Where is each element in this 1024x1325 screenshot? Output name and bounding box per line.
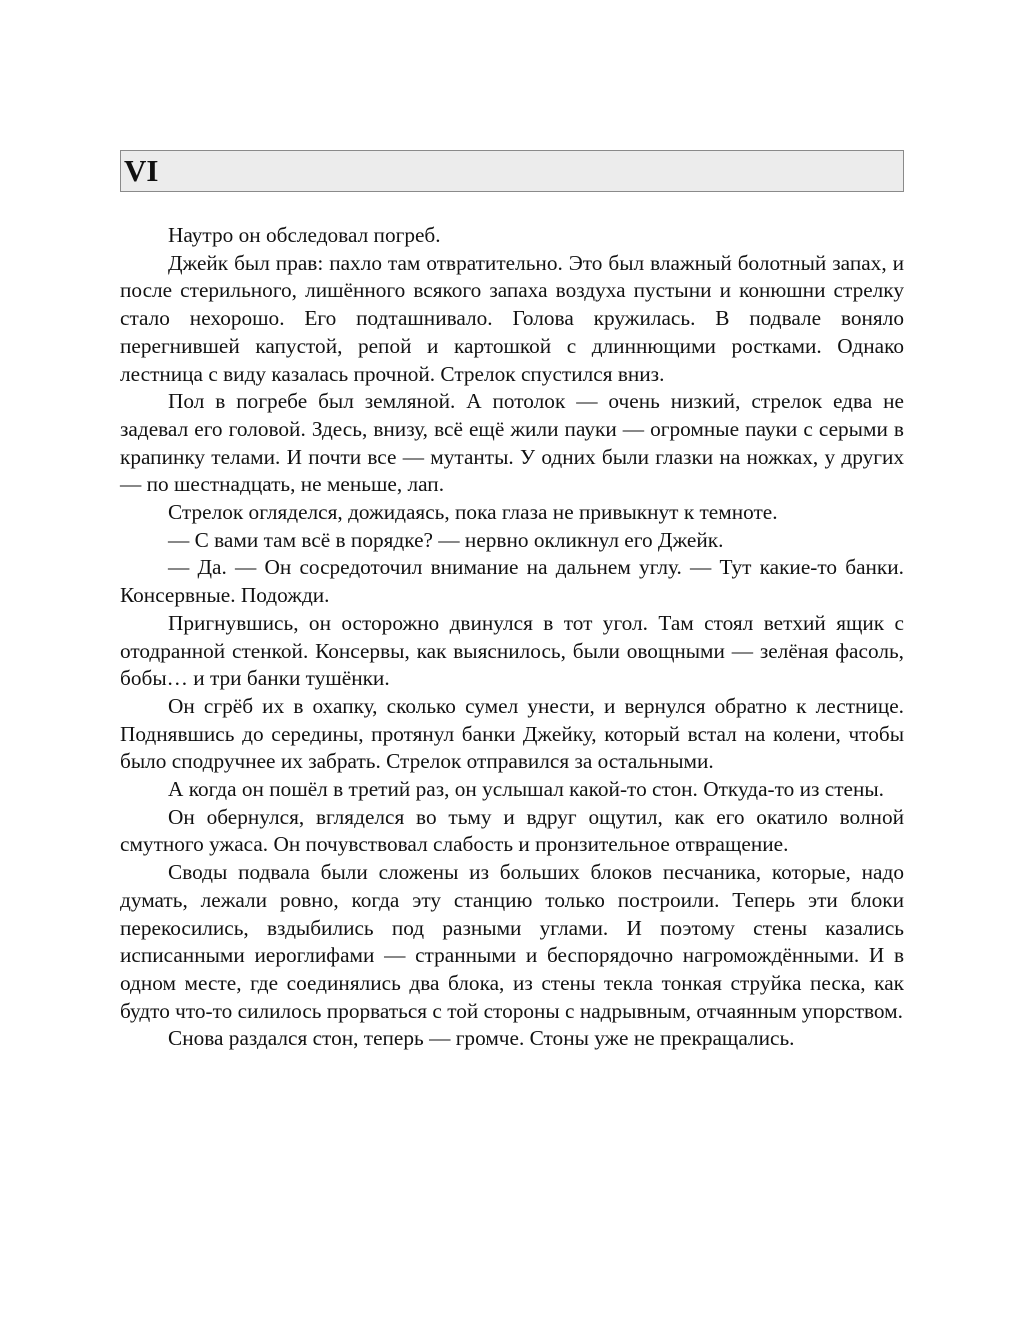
paragraph: Пригнувшись, он осторожно двинулся в тот угол. Там стоял ветхий ящик с отодранной стенкой. Консервы, как выяснилось, были овощными — зелёная фасоль, бобы… и три банки тушёнки. xyxy=(120,610,904,691)
paragraph: Он сгрёб их в охапку, сколько сумел унести, и вернулся обратно к лестнице. Поднявшись до середины, протянул банки Джейку, который встал на колени, чтобы было сподручнее их забрать. Стрелок отправился за остальными. xyxy=(120,693,904,774)
paragraph: — Да. — Он сосредоточил внимание на дальнем углу. — Тут какие-то банки. Консервные. Подожди. xyxy=(120,555,904,608)
paragraph: Наутро он обследовал погреб. xyxy=(168,223,441,247)
paragraph: Снова раздался стон, теперь — громче. Стоны уже не прекращались. xyxy=(168,1026,795,1051)
chapter-header xyxy=(120,150,904,192)
chapter-body xyxy=(120,222,904,1053)
page xyxy=(120,150,904,1053)
paragraph: Джейк был прав: пахло там отвратительно. Это был влажный болотный запах, и после стерильного, лишённого всякого запаха воздуха пустыни и конюшни стрелку стало нехорошо. Его подташнивало. Голова кружилась. В подвале воняло перегнившей капустой, репой и картошкой с длиннющими ростками. Однако лестница с виду казалась прочной. Стрелок спустился вниз. xyxy=(120,250,904,386)
paragraph: А когда он пошёл в третий раз, он услышал какой-то стон. Откуда-то из стены. xyxy=(168,777,885,802)
paragraph: Своды подвала были сложены из больших блоков песчаника, которые, надо думать, лежали ровно, когда эту станцию только построили. Теперь эти блоки перекосились, вздыбились под разными углами. И поэтому стены казались исписанными иероглифами — странными и беспорядочно нагромождёнными. И в одном месте, где соединялись два блока, из стены текла тонкая струйка песка, как будто что-то силилось прорваться с той стороны с надрывным, отчаянным упорством. xyxy=(120,860,904,1023)
chapter-title: VI xyxy=(124,153,159,188)
paragraph: — С вами там всё в порядке? — нервно окликнул его Джейк. xyxy=(168,527,724,552)
paragraph: Пол в погребе был земляной. А потолок — очень низкий, стрелок едва не задевал его головой. Здесь, внизу, всё ещё жили пауки — огромные пауки с серыми в крапинку телами. И почти все — мутанты. У одних были глазки на ножках, у других — по шестнадцать, не меньше, лап. xyxy=(120,389,904,497)
paragraph: Стрелок огляделся, дожидаясь, пока глаза не привыкнут к темноте. xyxy=(168,500,778,525)
paragraph: Он обернулся, вгляделся во тьму и вдруг ощутил, как его окатило волной смутного ужаса. Он почувствовал слабость и пронзительное отвращение. xyxy=(120,804,904,857)
